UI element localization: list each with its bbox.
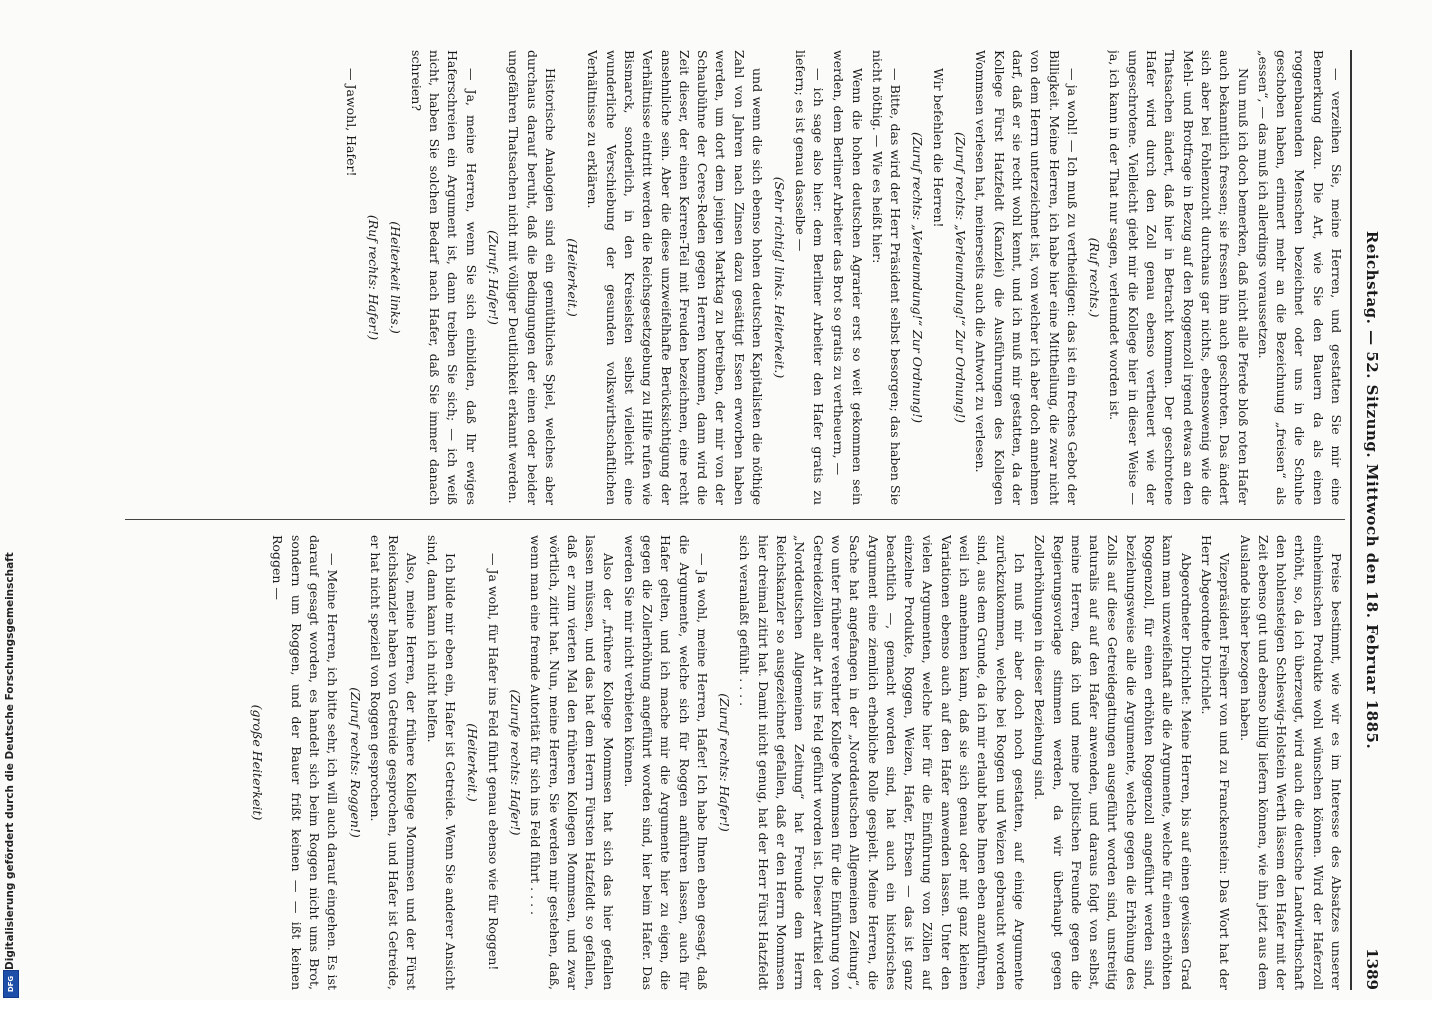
paragraph: Historische Analogien sind ein gemüthliches Spiel, welches aber durchaus darauf beruht, daß die Bedingungen der einen oder beider ungefähren Thatsachen nicht mit völliger Deutlichkeit erkannt werden. — [506, 50, 558, 505]
interjection: (Sehr richtig! links. Heiterkeit.) — [772, 176, 788, 379]
page-number: 1389 — [1363, 948, 1381, 990]
paragraph: Vizepräsident Freiherr von und zu Franckenstein: Das Wort hat der Herr Abgeordnete Dirichlet. — [1198, 535, 1233, 990]
dfg-logo-text: DFG — [7, 975, 15, 993]
digitization-footer — [0, 552, 20, 1000]
rotated-page-content — [105, 20, 1395, 1020]
interjection: (Heiterkeit links.) — [388, 221, 404, 334]
paragraph: — Ja wohl, für Hafer ins Feld führt genau ebenso wie für Roggen! — [485, 553, 501, 971]
paragraph: Preise bestimmt, wie wir es im Interesse des Absatzes unserer einheimischen Produkte wohl wünschen können. Wird der Haferzoll erhöht, so, da ich überzeugt, wird auch die deutsche Landwirthschaft den hohlensteigen Schleswig-Holstein Werth lässem den Hafer mit der Zeit ebenso gut und ebenso billig liefern können, wie ihn jetzt aus dem Auslande bisher bezogen haben. — [1237, 535, 1344, 990]
paragraph: — Ja wohl, meine Herren, Hafer! Ich habe Ihnen eben gesagt, daß die Argumente, welche sich für Roggen anführen lassen, auch für Hafer gelten, und ich mache mir die Argumente hier zu eigen, die gegen die Zollerhöhung angeführt worden sind, hier beim Hafer. Das werden Sie mir nicht verbieten können. — [621, 535, 710, 990]
interjection: (Ruf rechts: Hafer!) — [366, 214, 382, 341]
header-rule — [1350, 50, 1352, 990]
page-header — [1354, 50, 1390, 990]
paragraph: Abgeordneter Dirichlet: Meine Herren, bis auf einen gewissen Grad kann man unzweifelhaft alle die Argumente, welche für einen erhöhten Roggenzoll, für einen erhöhten Roggenzoll angeführt werden sind, beziehungsweise alle die Argumente, welche gegen die Erhöhung des Zolls auf diese Getreidegattungen ausgeführt worden sind, unstreitig naturalis auf auf den Hafer anwenden, und daraus folgt von selbst, meine Herren, daß ich und meine politischen Freunde gegen die Regierungsvorlage stimmen werden, da wir überhaupt gegen Zollerhöhungen in dieser Beziehung sind. — [1032, 535, 1194, 990]
footer-credit: Digitalisierung gefördert durch die Deutsche Forschungsgemeinschaft — [4, 552, 16, 970]
paragraph: Also der „frühere Kollege Mommsen hat sich das hier gefallen lassen müssen, und das hat dem Herrn Fürsten Hatzfeldt so gefallen, daß er zum vierten Mal den früheren Kollegen Mommsen, und zwar wörtlich, zitirt hat. Nun, meine Herren, Sie werden mir gestehen, daß, wenn man eine fremde Autorität für sich ins Feld führt . . . . — [528, 535, 617, 990]
paragraph: Nun muß ich doch bemerken, daß nicht alle Pferde bloß roten Hafer auch bekanntlich fressen; sie fressen ihn auch geschroten. Das ändert sich aber bei Fohlenzucht durchaus gar nichts, ebensowenig wie die Mehl- und Brotfrage in Bezug auf den Roggenzoll irgend etwas an den Thatsachen ändert, daß hier in Betracht kommen. Der geschrotene Hafer wird durch den Zoll genau ebenso vertheuert wie der ungeschrotene. Vielleicht giebt mir die Kollege hier in dieser Weise — ja, ich kann in der That nur sagen, verleumdet worden ist. — [1107, 50, 1251, 505]
paragraph: — Ja, meine Herren, wenn Sie sich einbilden, daß Ihr ewiges Haferschreien ein Argument ist, dann treiben Sie sich; — ich weiß nicht, haben Sie solchen Bedarf nach Hafer, daß Sie immer danach schreien? — [408, 50, 479, 505]
header-title: Reichstag. — 52. Sitzung. Mittwoch den 18. Februar 1885. — [1363, 230, 1381, 750]
paragraph: und wenn die sich ebenso hohen deutschen Kapitalisten die nöthige Zahl von Jahren nach Zinsen dazu gesättigt Essen erworben haben werden, um dort dem jenigen Marktag zu betreiben, der mir von der Schaubühne der Ceres-Reden gegen Herren kommen, dann wird die Zeit dieser, der einen Kerren-Teil mit Freuden bezeichnen, eine recht ansehnliche sein. Aber die diese unzweifelhafte Berücksichtigung der Verhältnisse eintritt werden die Reichsgesetzgebung zu Hilfe rufen wie Bismarck, sonderlich, in den Kreiselsten selbst vielleicht eine wunderliche Verschiebung der gesunden volkswirthschaftlichen Verhältnisse zu erklären. — [585, 50, 766, 505]
interjection: (Heiterkeit.) — [565, 238, 581, 317]
interjection: (Zuruf rechts: „Verleumdung!“ Zur Ordnung!) — [910, 131, 926, 424]
paragraph: — ja wohl! — Ich muß zu vertheidigen: das ist ein freches Gebot der Billigkeit. Meine Herren, ich habe hier eine Mittheilung, die zwar nicht von dem Herrn unterzeichnet ist, von welcher ich aber doch annehmen darf, daß er sie recht wohl kennt, und ich muß mir gestatten, da der Kollege Fürst Hatzfeldt (Kanzlei) die Ausführungen des Kollegen Wommsen verlesen hat, meinerseits auch die Antwort zu verlesen. — [973, 50, 1080, 505]
paragraph: Ich muß mir aber doch noch gestatten, auf einige Argumente zurückzukommen, welche bei Roggen und Weizen gebraucht worden sind, aus dem Grunde, da ich mir erlaubt habe Ihnen eben anzuführen, weil ich annehmen kann, daß sie sich genau oder mit ganz kleinen Variationen ebenso auch auf den Hafer anwenden lassen. Unter den vielen Argumenten, welche hier für die Einführung von Zöllen auf einzelne Produkte, Roggen, Weizen, Hafer, Erbsen — das ist ganz beachtlich —, gemacht worden sind, hat auch ein historisches Argument eine ziemlich erhebliche Rolle gespielt. Meine Herren, die Sache hat angefangen in der „Norddeutschen Allgemeinen Zeitung“, wo unter früherer verehrter Kollege Mommsen für die Einführung von Getreidezöllen aller Art ins Feld geführt worden ist. Dieser Artikel der „Norddeutschen Allgemeinen Zeitung“ hat Freunde dem Herrn Reichskanzler so ausgezeichnet gefallen, daß er den Herrn Mommsen hier dreimal zitirt hat. Damit nicht genug, hat der Herr Fürst Hatzfeldt sich veranlaßt gefühlt . . . . — [737, 535, 1027, 990]
paragraph: — Bitte, das wird der Herr Präsident selbst besorgen; das haben Sie nicht nöthig. — Wie es heißt hier: — [869, 50, 904, 505]
paragraph: — Jawohl, Hafer! — [343, 68, 359, 177]
paragraph: Also, meine Herren, der frühere Kollege Mommsen und der Fürst Reichskanzler haben von Getreide gesprochen, und Hafer ist Getreide, er hat nicht speziell von Roggen gesprochen. — [367, 535, 420, 990]
interjection: (Zuruf rechts: Roggen!) — [347, 687, 363, 838]
interjection: (große Heiterkeit) — [250, 704, 266, 821]
paragraph: — ich sage also hier: dem Berliner Arbeiter den Hafer gratis zu liefern; es ist genau dasselbe — — [792, 50, 826, 505]
left-column — [125, 50, 1345, 505]
paragraph: Wir befehlen die Herren! — [930, 68, 946, 228]
interjection: (Ruf rechts.) — [1087, 237, 1103, 318]
dfg-logo — [3, 970, 19, 998]
paragraph: Ich bilde mir eben ein, Hafer ist Getreide. Wenn Sie anderer Ansicht sind, dann kann ich nicht helfen. — [424, 535, 459, 990]
interjection: (Zuruf rechts: „Verleumdung!“ Zur Ordnung!) — [953, 131, 969, 424]
interjection: (Zuruf: Hafer!) — [485, 230, 501, 325]
paragraph: Wenn die hohen deutschen Agrarier erst so weit gekommen sein werden, dem Berliner Arbeiter das Brot so gratis zu vertheuern, — — [831, 50, 865, 505]
column-divider — [125, 519, 1345, 520]
interjection: (Zurufe rechts: Hafer!) — [507, 689, 523, 836]
interjection: (Zuruf rechts: Hafer!) — [717, 693, 733, 832]
paragraph: — verzeihen Sie, meine Herren, und gestatten Sie mir eine Bemerkung dazu. Die Art, wie Sie den Bauern da als einen roggenbauenden Menschen bezeichnet oder uns in die Schuhe geschoben haben, erinnert mehr an die Bezeichnung „freisen“ als „essen“, — das muß ich allerdings voraussetzen. — [1255, 50, 1344, 505]
paragraph: — Meine Herren, ich bitte sehr, ich will auch darauf eingehen. Es ist darauf gesagt worden, es handelt sich beim Roggen nicht ums Brot, sondern um Roggen, und der Bauer frißt keinen — — ißt keinen Roggen — — [270, 535, 341, 990]
right-column — [125, 535, 1345, 990]
interjection: (Heiterkeit.) — [465, 723, 481, 802]
